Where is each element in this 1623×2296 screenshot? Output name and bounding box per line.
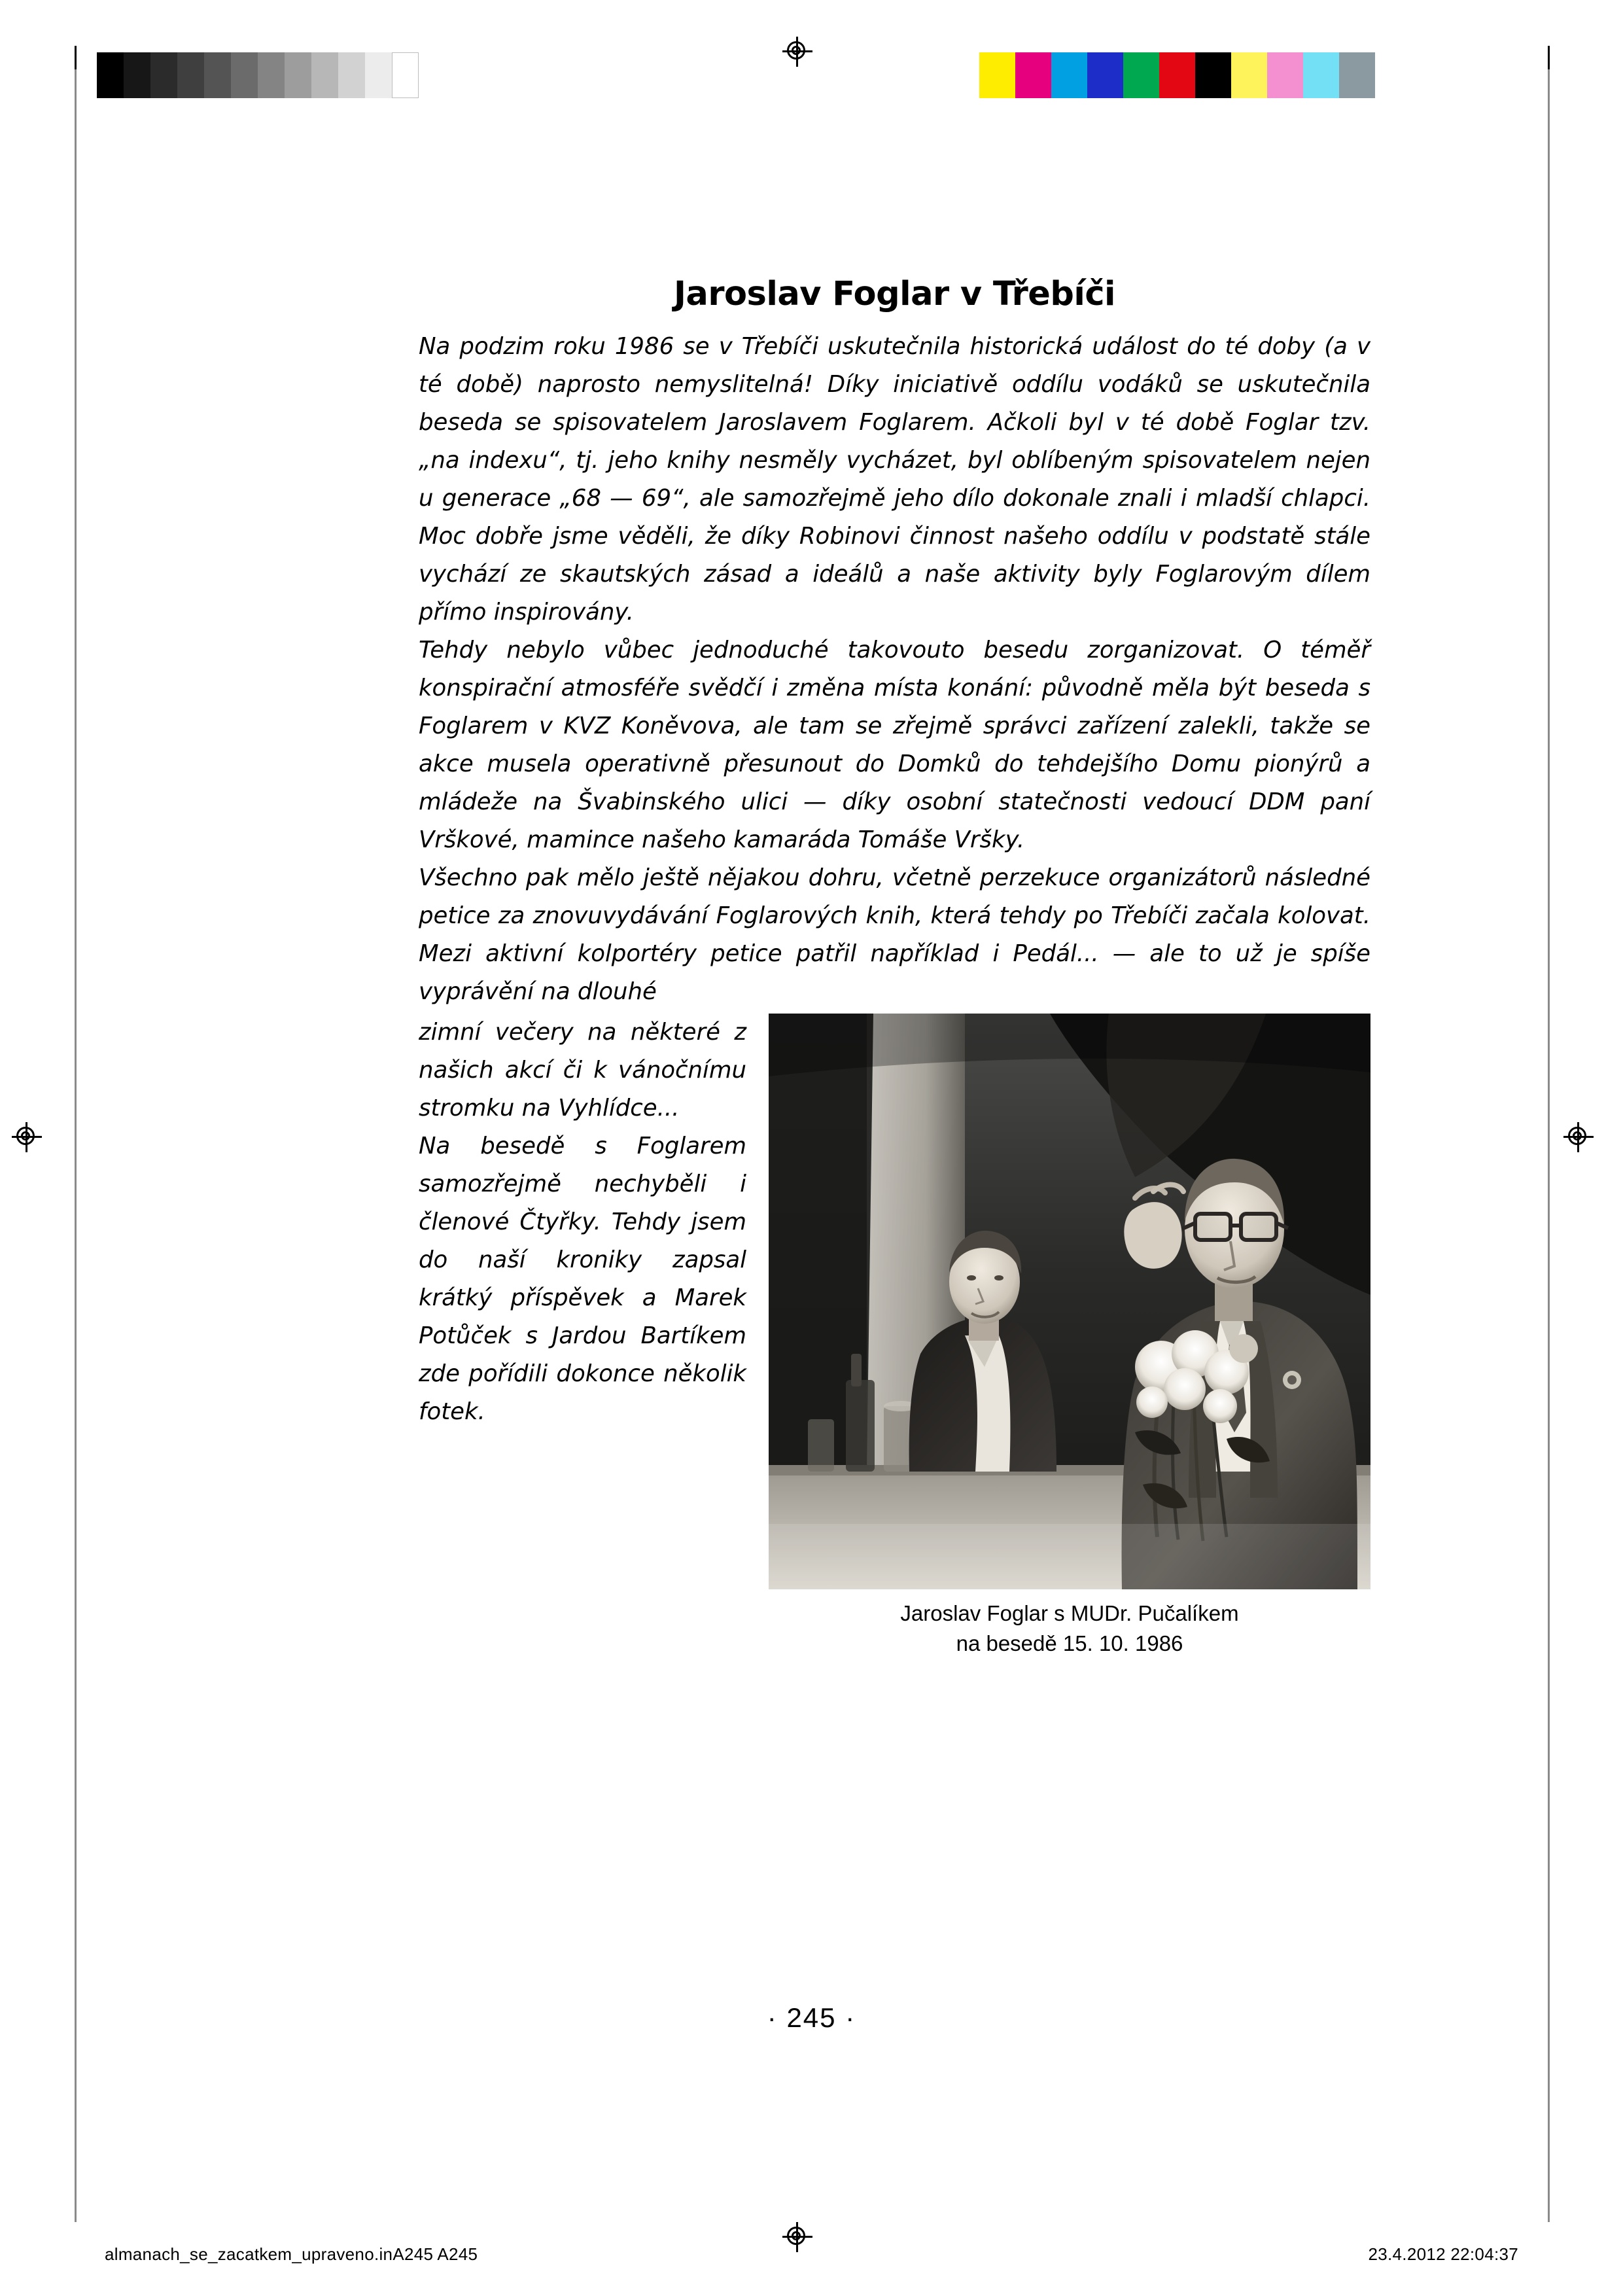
paragraph-1: Na podzim roku 1986 se v Třebíči uskutečnila historická událost do té doby (a v té době) naprosto nemyslitelná! Díky iniciativě oddílu vodáků se uskutečnila beseda se spisovatelem Jaroslavem Foglarem. Ačkoli byl v té době Foglar tzv. „na indexu“, tj. jeho knihy nesměly vycházet, byl oblíbeným spisovatelem nejen u generace „68 — 69“, ale samozřejmě jeho dílo dokonale znali i mladší chlapci. Moc dobře jsme věděli, že díky Robinovi činnost našeho oddílu v podstatě stále vychází ze skautských zásad a ideálů a naše aktivity byly Foglarovým dílem přímo inspirovány. [419,333,1370,626]
color-calibration-bar [979,52,1375,98]
page-frame-right [1548,69,1550,2222]
paragraph-3: Všechno pak mělo ještě nějakou dohru, včetně perzekuce organizátorů následné petice za znovuvydávání Foglarových knih, která tehdy po Třebíči začala kolovat. Mezi aktivní kolportéry petice patřil například i Pedál... — ale to už je spíše vyprávění na dlouhé [419,864,1370,1005]
wrapped-paragraph-1: zimní večery na některé z našich akcí či k vánočnímu stromku na Vyhlídce... [419,1019,746,1122]
registration-target-icon [782,2222,812,2252]
article-body [419,275,1370,1659]
paragraph-2: Tehdy nebylo vůbec jednoduché takovouto besedu zorganizovat. O téměř konspirační atmosféře svědčí i změna místa konání: původně měla být beseda s Foglarem v KVZ Koněvova, ale tam se zřejmě správci zařízení zalekli, takže se akce musela operativně přesunout do Domků do tehdejšího Domu pionýrů a mládeže na Švabinského ulici — díky osobní statečnosti vedoucí DDM paní Vrškové, mamince našeho kamaráda Tomáše Vršky. [419,637,1370,853]
page-title: Jaroslav Foglar v Třebíči [673,275,1116,313]
page-number: · 245 · [767,2002,856,2033]
footer-file-slug: almanach_se_zacatkem_upraveno.inA245 A245 [105,2244,478,2264]
registration-target-icon [782,37,812,67]
wrapped-paragraph-2: Na besedě s Foglarem samozřejmě nechyběli i členové Čtyřky. Tehdy jsem do naší kroniky zapsal krátký příspěvek a Marek Potůček s Jardou Bartíkem zde pořídili dokonce několik fotek. [419,1133,746,1425]
greyscale-calibration-bar [97,52,419,98]
footer-timestamp: 23.4.2012 22:04:37 [1368,2244,1518,2264]
registration-target-icon [1563,1122,1594,1152]
figure-caption [769,1598,1370,1659]
registration-target-icon [12,1122,42,1152]
caption-line-2: na besedě 15. 10. 1986 [956,1631,1183,1655]
photo-foglar-pucalik [769,1014,1370,1589]
photo-and-wrapped-text [419,1014,1370,1655]
photo-image [769,1014,1370,1589]
figure-foglar [769,1014,1370,1659]
caption-line-1: Jaroslav Foglar s MUDr. Pučalíkem [900,1601,1239,1625]
page-frame-left [75,69,77,2222]
